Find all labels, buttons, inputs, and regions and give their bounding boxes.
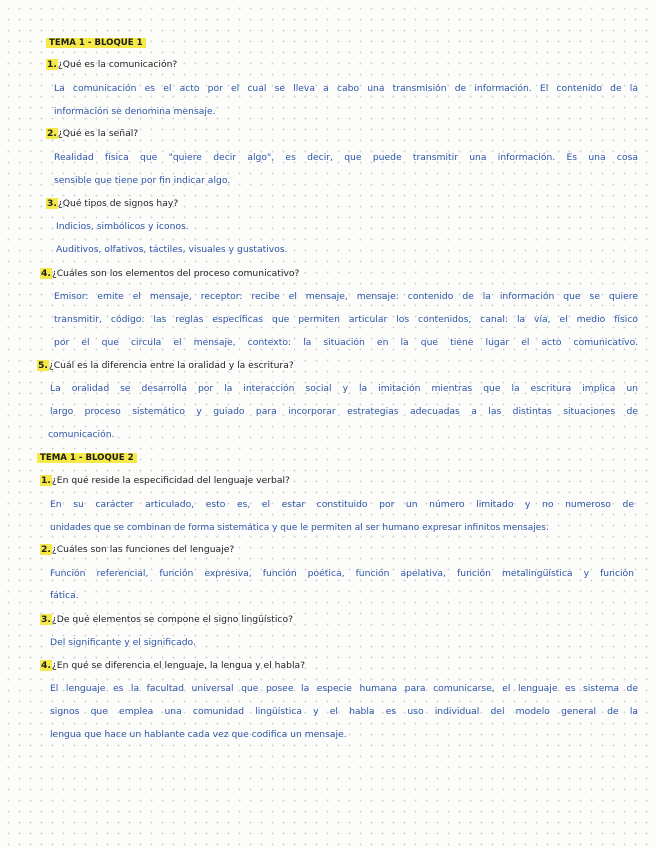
question: 4.¿Cuáles son los elementos del proceso comunicativo?: [41, 268, 300, 279]
answer-line: Del significante y el significado.: [50, 637, 196, 648]
question: 1.¿En qué reside la especificidad del lenguaje verbal?: [41, 475, 290, 486]
answer-line: signos que emplea una comunidad lingüística y el habla es uso individual del modelo general de la: [50, 706, 638, 717]
block-title: TEMA 1 - BLOQUE 2: [37, 451, 237, 465]
question: 1.¿Qué es la comunicación?: [47, 59, 178, 70]
answer-line: comunicación.: [48, 429, 115, 440]
answer-line: La oralidad se desarrolla por la interacción social y la imitación mientras que la escritura implica un: [50, 383, 638, 394]
answer-line: unidades que se combinan de forma sistemática y que le permiten al ser humano expresar infinitos mensajes.: [50, 523, 549, 533]
answer-line: largo proceso sistemático y guiado para incorporar estrategias adecuadas a las distintas situaciones de: [50, 406, 638, 417]
answer-line: transmitir, código: las reglas específicas que permiten articular los contenidos, canal: la vía, el medio físico: [54, 314, 638, 325]
answer-line: Auditivos, olfativos, táctiles, visuales y gustativos.: [56, 244, 288, 255]
answer-line: Indicios, simbólicos y iconos.: [56, 221, 189, 232]
question: 3.¿Qué tipos de signos hay?: [47, 198, 179, 209]
answer-line: sensible que tiene por fin indicar algo.: [54, 175, 231, 186]
answer-line: La comunicación es el acto por el cual se lleva a cabo una transmisión de información. El contenido de la: [54, 83, 638, 94]
answer-line: información se denomina mensaje.: [54, 106, 216, 117]
answer-line: Emisor: emite el mensaje, receptor: recibe el mensaje, mensaje: contenido de la información que se quiere: [54, 291, 638, 302]
answer-line: fática.: [50, 590, 79, 601]
answer-line: lengua que hace un hablante cada vez que codifica un mensaje.: [50, 729, 347, 740]
question: 3.¿De qué elementos se compone el signo lingüístico?: [41, 614, 293, 625]
answer-line: El lenguaje es la facultad universal que posee la especie humana para comunicarse, el lenguaje es sistema de: [50, 683, 638, 694]
answer-line: Realidad física que "quiere decir algo", es decir, que puede transmitir una información. Es una cosa: [54, 152, 638, 163]
question: 2.¿Qué es la señal?: [47, 128, 139, 139]
question: 4.¿En qué se diferencia el lenguaje, la lengua y el habla?: [41, 660, 306, 671]
block-title: TEMA 1 - BLOQUE 1: [46, 36, 246, 50]
question: 5.¿Cuál es la diferencia entre la oralidad y la escritura?: [38, 360, 294, 371]
question: 2.¿Cuáles son las funciones del lenguaje?: [41, 544, 235, 555]
answer-line: por el que circula el mensaje, contexto: la situación en la que tiene lugar el acto comunicativo.: [54, 337, 638, 348]
answer-line: En su carácter articulado, esto es, el estar constituido por un número limitado y no numeroso de: [50, 499, 634, 510]
answer-line: Función referencial, función expresiva, función poética, función apelativa, función metalingüística y función: [50, 568, 634, 579]
